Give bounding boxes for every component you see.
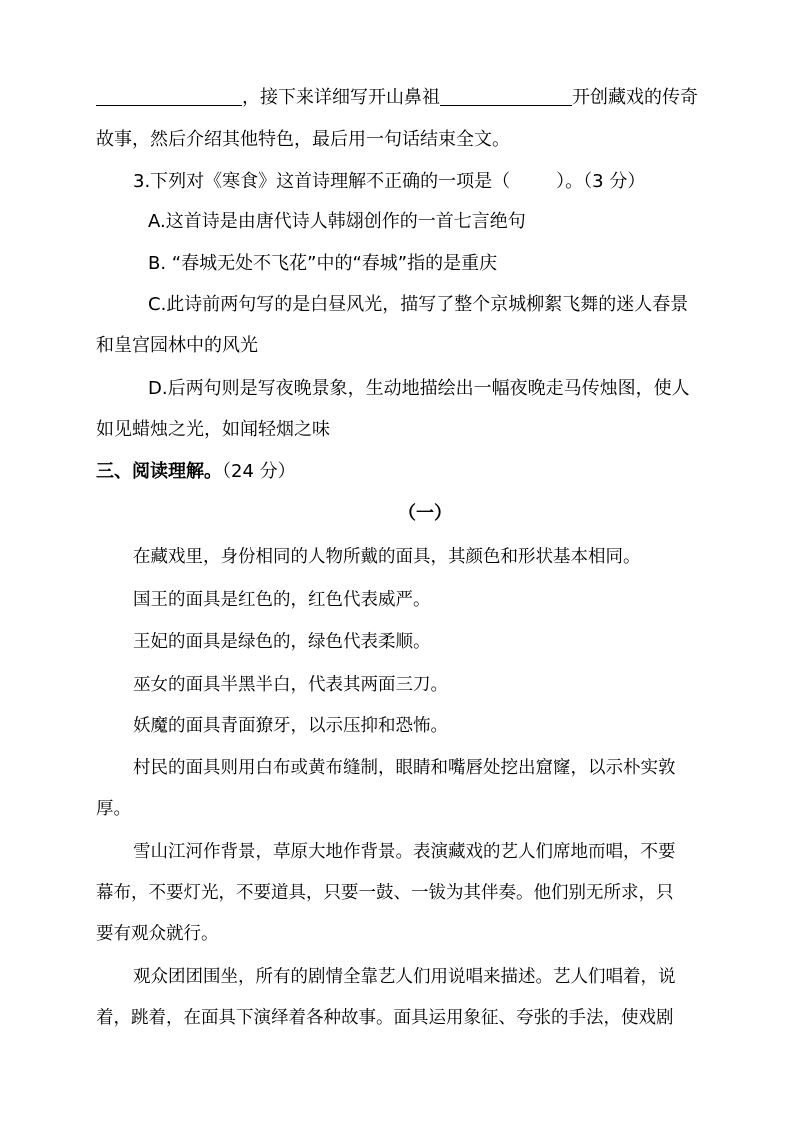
answer-blank-2[interactable] <box>440 87 572 106</box>
passage-paragraph-6-line-2: 厚。 <box>96 799 131 819</box>
option-a: A.这首诗是由唐代诗人韩翃创作的一首七言绝句 <box>148 211 526 232</box>
option-d-line-1: D.后两句则是写夜晚景象，生动地描绘出一幅夜晚走马传烛图，使人 <box>148 378 690 399</box>
answer-blank-1[interactable] <box>96 87 242 106</box>
passage-paragraph-5: 妖魔的面具青面獠牙，以示压抑和恐怖。 <box>133 716 448 736</box>
q2-line-2: 故事，然后介绍其他特色，最后用一句话结束全文。 <box>96 129 510 150</box>
section-heading <box>96 460 296 484</box>
q3-stem <box>133 170 645 194</box>
passage-paragraph-7-line-2: 幕布，不要灯光，不要道具，只要一鼓、一钹为其伴奏。他们别无所求，只 <box>96 883 674 903</box>
passage-paragraph-7-line-3: 要有观众就行。 <box>96 924 219 944</box>
section-title: 三、阅读理解。 <box>96 461 222 482</box>
passage-paragraph-2: 国王的面具是红色的，红色代表威严。 <box>133 590 431 610</box>
option-d-line-2: 如见蜡烛之光，如闻轻烟之味 <box>96 419 330 440</box>
passage-paragraph-8-line-1: 观众团团围坐，所有的剧情全靠艺人们用说唱来描述。艺人们唱着，说 <box>133 967 676 987</box>
option-b: B. “春城无处不飞花”中的“春城”指的是重庆 <box>148 253 498 274</box>
passage-paragraph-4: 巫女的面具半黑半白，代表其两面三刀。 <box>133 675 448 695</box>
passage-paragraph-7-line-1: 雪山江河作背景，草原大地作背景。表演藏戏的艺人们席地而唱，不要 <box>133 842 676 862</box>
passage-paragraph-6-line-1: 村民的面具则用白布或黄布缝制，眼睛和嘴唇处挖出窟窿，以示朴实敦 <box>133 758 676 778</box>
q3-stem-after: ）。（3 分） <box>556 171 646 192</box>
passage-paragraph-1: 在藏戏里，身份相同的人物所戴的面具，其颜色和形状基本相同。 <box>133 547 641 567</box>
section-score: （24 分） <box>222 461 296 482</box>
passage-title: （一） <box>398 503 452 524</box>
passage-paragraph-8-line-2: 着，跳着，在面具下演绎着各种故事。面具运用象征、夸张的手法，使戏剧 <box>96 1008 674 1028</box>
q2-text-segment-1: ，接下来详细写开山鼻祖 <box>242 87 440 108</box>
passage-paragraph-3: 王妃的面具是绿色的，绿色代表柔顺。 <box>133 632 431 652</box>
q2-text-segment-2: 开创藏戏的传奇 <box>572 87 698 108</box>
q3-stem-before: 3.下列对《寒食》这首诗理解不正确的一项是（ <box>133 171 511 192</box>
q2-line-1 <box>96 86 698 110</box>
option-c-line-2: 和皇宫园林中的风光 <box>96 335 258 356</box>
option-c-line-1: C.此诗前两句写的是白昼风光，描写了整个京城柳絮飞舞的迷人春景 <box>148 294 689 315</box>
